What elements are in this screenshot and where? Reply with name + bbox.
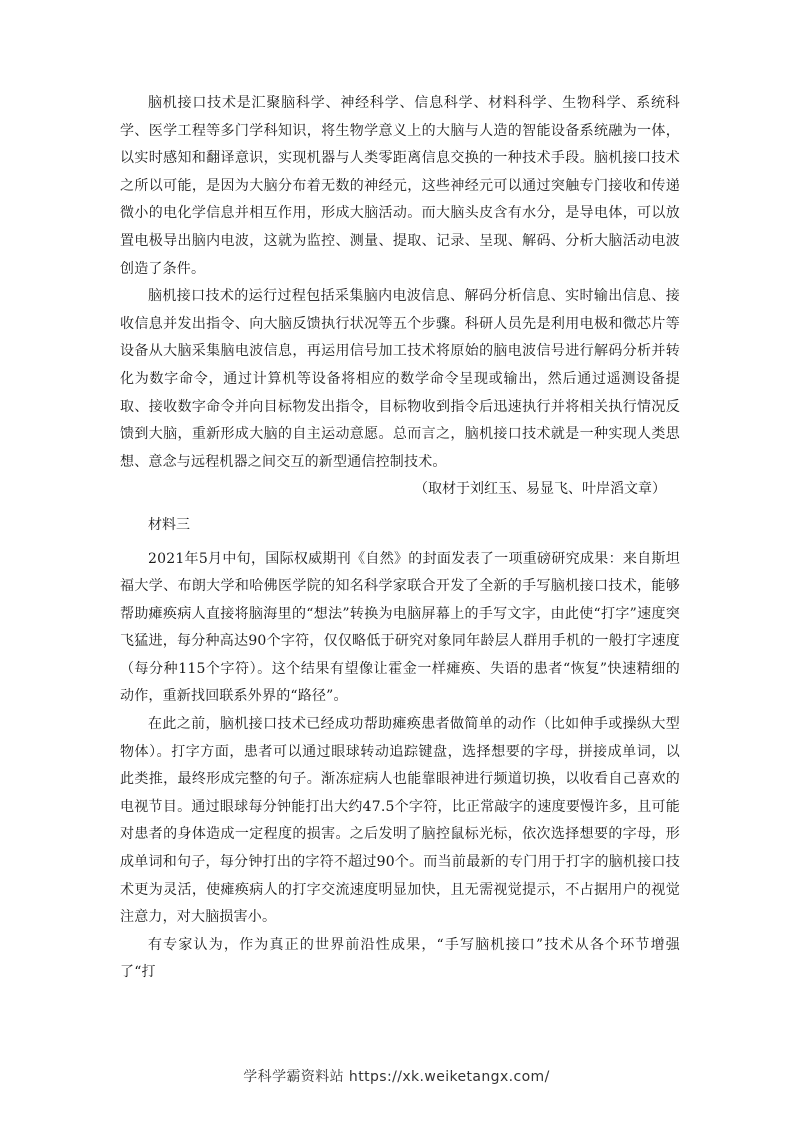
section-heading-material-3: 材料三 [148,516,190,533]
paragraph-expert-opinion: 有专家认为，作为真正的世界前沿性成果，“手写脑机接口”技术从各个环节增强了“打 [120,936,680,981]
footer-watermark: 学科学霸资料站 https://xk.weiketangx.com/ [243,1069,550,1085]
paragraph-bci-process: 脑机接口技术的运行过程包括采集脑内电波信息、解码分析信息、实时输出信息、接收信息并发出指令、向大脑反馈执行状况等五个步骤。科研人员先是利用电极和微芯片等设备从大脑采集脑电波信息，再运用信号加工技术将原始的脑电波信号进行解码分析并转化为数字命令，通过计算机等设备将相应的数学命令呈现或输出，然后通过遥测设备提取、接收数字命令并向目标物发出指令，目标物收到指令后迅速执行并将相关执行情况反馈到大脑，重新形成大脑的自主运动意愿。总而言之，脑机接口技术就是一种实现人类思想、意念与远程机器之间交互的新型通信控制技术。 [120,288,680,470]
document-body [120,90,680,987]
paragraph-bci-definition: 脑机接口技术是汇聚脑科学、神经科学、信息科学、材料科学、生物科学、系统科学、医学工程等多门学科知识，将生物学意义上的大脑与人造的智能设备系统融为一体，以实时感知和翻译意识，实现机器与人类零距离信息交换的一种技术手段。脑机接口技术之所以可能，是因为大脑分布着无数的神经元，这些神经元可以通过突触专门接收和传递微小的电化学信息并相互作用，形成大脑活动。而大脑头皮含有水分，是导电体，可以放置电极导出脑内电波，这就为监控、测量、提取、记录、呈现、解码、分析大脑活动电波创造了条件。 [120,95,680,277]
paragraph-prior-methods: 在此之前，脑机接口技术已经成功帮助瘫痪患者做简单的动作（比如伸手或操纵大型物体）。打字方面，患者可以通过眼球转动追踪键盘，选择想要的字母，拼接成单词，以此类推，最终形成完整的句子。渐冻症病人也能靠眼神进行频道切换，以收看自己喜欢的电视节目。通过眼球每分钟能打出大约47.5个字符，比正常敲字的速度要慢许多，且可能对患者的身体造成一定程度的损害。之后发明了脑控鼠标光标，依次选择想要的字母，形成单词和句子，每分钟打出的字符不超过90个。而当前最新的专门用于打字的脑机接口技术更为灵活，使瘫痪病人的打字交流速度明显加快，且无需视觉提示，不占据用户的视觉注意力，对大脑损害小。 [120,716,680,926]
source-citation: （取材于刘红玉、易显飞、叶岸滔文章） [414,481,666,498]
paragraph-nature-study: 2021年5月中旬，国际权威期刊《自然》的封面发表了一项重磅研究成果：来自斯坦福大学、布朗大学和哈佛医学院的知名科学家联合开发了全新的手写脑机接口技术，能够帮助瘫痪病人直接将脑海里的“想法”转换为电脑屏幕上的手写文字，由此使“打字”速度突飞猛进，每分种高达90个字符，仅仅略低于研究对象同年龄层人群用手机的一般打字速度（每分种115个字符）。这个结果有望像让霍金一样瘫痪、失语的患者“恢复”快速精细的动作，重新找回联系外界的“路径”。 [120,550,680,705]
